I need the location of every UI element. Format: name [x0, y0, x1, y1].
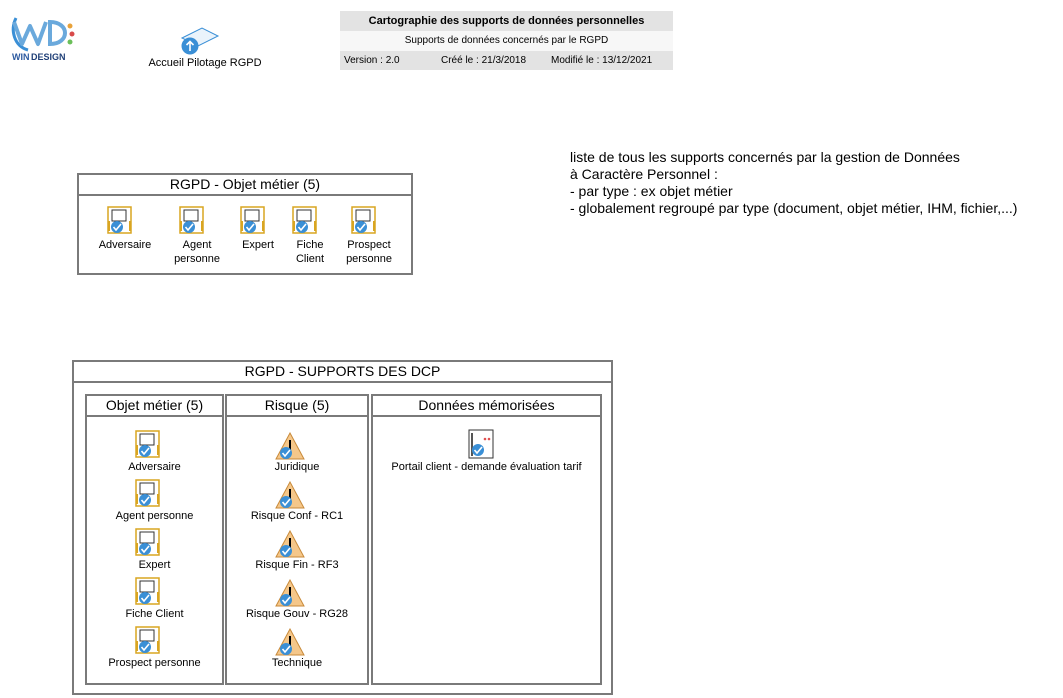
column-risque: [225, 394, 369, 685]
home-arrow-icon: [178, 26, 220, 56]
description-line: à Caractère Personnel :: [570, 166, 718, 182]
item-label[interactable]: Expert: [138, 559, 171, 571]
frame-rgpd-objet-metier: [77, 173, 413, 275]
business-object-icon[interactable]: [135, 430, 161, 460]
column-title: Risque (5): [227, 396, 367, 417]
home-link-label[interactable]: Accueil Pilotage RGPD: [148, 57, 262, 69]
risk-warning-icon[interactable]: [275, 530, 305, 558]
item-label[interactable]: Technique: [271, 657, 323, 669]
windesign-logo: [8, 10, 78, 65]
business-object-icon[interactable]: [135, 528, 161, 558]
description-line: - globalement regroupé par type (document, objet métier, IHM, fichier,...): [570, 200, 1018, 216]
item-label[interactable]: Fiche Client: [295, 239, 325, 265]
business-object-icon[interactable]: [107, 206, 133, 236]
description: [570, 149, 1050, 217]
svg-text:DESIGN: DESIGN: [31, 52, 66, 62]
column-title: Données mémorisées: [373, 396, 600, 417]
frame-title: RGPD - SUPPORTS DES DCP: [74, 362, 611, 383]
business-object-icon[interactable]: [240, 206, 266, 236]
document-subtitle: Supports de données concernés par le RGPD: [340, 31, 673, 51]
svg-text:WIN: WIN: [12, 52, 30, 62]
item-label[interactable]: Risque Conf - RC1: [250, 510, 344, 522]
item-label[interactable]: Prospect personne: [346, 239, 392, 265]
business-object-icon[interactable]: [135, 577, 161, 607]
risk-warning-icon[interactable]: [275, 432, 305, 460]
risk-warning-icon[interactable]: [275, 579, 305, 607]
risk-warning-icon[interactable]: [275, 481, 305, 509]
risk-warning-icon[interactable]: [275, 628, 305, 656]
frame-title: RGPD - Objet métier (5): [79, 175, 411, 196]
description-line: liste de tous les supports concernés par la gestion de Données: [570, 149, 960, 165]
frame-rgpd-supports-dcp: [72, 360, 613, 695]
item-label[interactable]: Adversaire: [128, 461, 181, 473]
business-object-icon[interactable]: [135, 479, 161, 509]
business-object-icon[interactable]: [351, 206, 377, 236]
column-title: Objet métier (5): [87, 396, 222, 417]
version-text: Version : 2.0: [344, 55, 400, 66]
column-donnees-memorisees: [371, 394, 602, 685]
item-label[interactable]: Agent personne: [115, 510, 194, 522]
business-object-icon[interactable]: [135, 626, 161, 656]
item-label[interactable]: Adversaire: [98, 239, 152, 251]
stored-data-icon[interactable]: [468, 429, 495, 460]
business-object-icon[interactable]: [179, 206, 205, 236]
item-label[interactable]: Fiche Client: [125, 608, 184, 620]
created-date: Créé le : 21/3/2018: [441, 55, 527, 66]
column-objet-metier: [85, 394, 224, 685]
modified-date: Modifié le : 13/12/2021: [551, 55, 653, 66]
document-title: Cartographie des supports de données personnelles: [340, 11, 673, 31]
item-label[interactable]: Prospect personne: [108, 657, 201, 669]
item-label[interactable]: Expert: [242, 239, 274, 251]
item-label[interactable]: Portail client - demande évaluation tarif: [391, 461, 582, 473]
item-label[interactable]: Agent personne: [174, 239, 220, 265]
description-line: - par type : ex objet métier: [570, 183, 733, 199]
item-label[interactable]: Risque Fin - RF3: [255, 559, 339, 571]
item-label[interactable]: Juridique: [274, 461, 320, 473]
document-meta: [340, 51, 673, 70]
business-object-icon[interactable]: [292, 206, 318, 236]
item-label[interactable]: Risque Gouv - RG28: [245, 608, 349, 620]
